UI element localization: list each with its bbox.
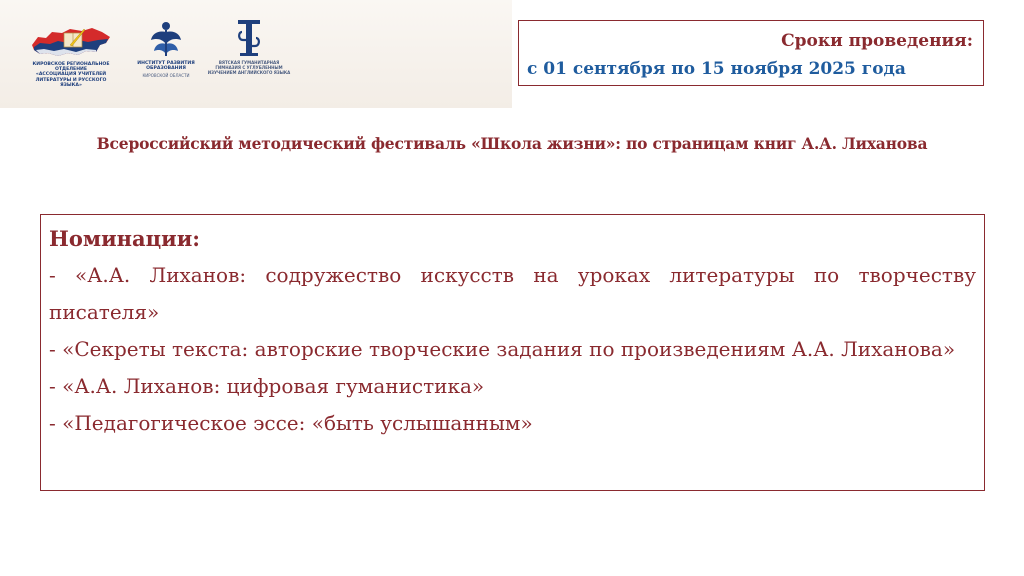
nomination-item: - «А.А. Лиханов: цифровая гуманистика» [49,374,485,398]
gymnasium-logo-caption: ВЯТСКАЯ ГУМАНИТАРНАЯ ГИМНАЗИЯ С УГЛУБЛЕННЫМ ИЗУЧЕНИЕМ АНГЛИЙСКОГО ЯЗЫКА [207,60,291,76]
nomination-item: - «Секреты текста: авторские творческие задания по произведениям А.А. Лиханова» [49,337,956,361]
gymnasium-monogram-logo [234,18,264,58]
dates-title: Сроки проведения: [781,31,973,51]
association-map-logo [30,25,112,59]
header-band [0,0,512,108]
institute-flower-logo [148,20,184,58]
nominations-heading: Номинации: [49,226,201,251]
association-logo-caption: КИРОВСКОЕ РЕГИОНАЛЬНОЕ ОТДЕЛЕНИЕ «АССОЦИАЦИЯ УЧИТЕЛЕЙ ЛИТЕРАТУРЫ И РУССКОГО ЯЗЫКА» [32,62,110,88]
dates-box [518,20,984,86]
institute-logo-caption: ИНСТИТУТ РАЗВИТИЯ ОБРАЗОВАНИЯ [137,61,195,72]
dates-range: с 01 сентября по 15 ноября 2025 года [527,59,906,79]
nomination-item: - «А.А. Лиханов: содружество искусств на уроках литературы по творчеству писателя» [49,263,976,324]
festival-title: Всероссийский методический фестиваль «Школа жизни»: по страницам книг А.А. Лиханова [96,134,928,153]
nomination-item: - «Педагогическое эссе: «быть услышанным» [49,411,533,435]
institute-logo-subcaption: КИРОВСКОЙ ОБЛАСТИ [142,73,190,78]
nominations-box [40,214,985,491]
